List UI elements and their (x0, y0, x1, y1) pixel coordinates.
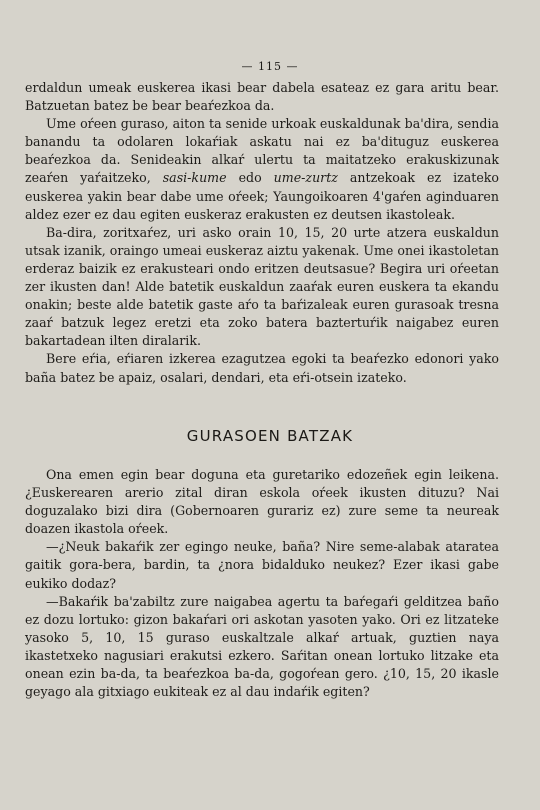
paragraph-3: Ba-dira, zoritxaŕez, uri asko orain 10, 15, 20 urte atzera euskaldun utsak izanik, oraingo umeai euskeraz aiztu yakenak. Ume onei ikastoletan erderaz baizik ez erakusteari ondo eritzen deutsasue? Begira uri oŕeetan zer ikusten dan! Alde batetik euskaldun zaaŕak euren euskera ta ekandu onakin; beste alde batetik gaste aŕo ta baŕizaleak euren gurasoak tresna zaaŕ batzuk legez eretzi eta zoko batera baztertuŕik naigabez euren bakartadean ilten diralarik. (25, 224, 499, 349)
paragraph-2-rest: antzekoak ez izateko euskerea yakin bear dabe ume oŕeek; Yaungoikoaren 4'gaŕen aginduaren aldez ezer ez dau egiten euskeraz erakusten ez deutsen ikastoleak. (25, 170, 499, 222)
paragraph-6: —¿Neuk bakaŕik zer egingo neuke, baña? Nire seme-alabak ataratea gaitik gora-bera, bardin, ta ¿nora bidalduko neukez? Ezer ikasi gabe eukiko dodaz? (25, 539, 499, 591)
paragraph-4: Bere eŕia, eŕiaren izkerea ezagutzea egoki ta beaŕezko edonori yako baña batez be apaiz, osalari, dendari, eta eŕi-otsein izateko. (25, 351, 499, 385)
section-1-body (25, 79, 499, 387)
paragraph-2-text: Ume oŕeen guraso, aiton ta senide urkoak euskaldunak ba'dira, sendia banandu ta odolaren lokaŕiak askatu nai ez ba'dituguz euskerea beaŕezkoa da. Senideakin alkaŕ ulertu ta maitatzeko erakuskizunak zeaŕen yaŕaitzeko, (25, 116, 499, 186)
paragraph-1: erdaldun umeak euskerea ikasi bear dabela esateaz ez gara aritu bear. Batzuetan batez be bear beaŕezkoa da. (25, 80, 499, 114)
paragraph-5: Ona emen egin bear doguna eta guretariko edozeñek egin leikena. ¿Euskerearen arerio zital diran eskola oŕeek ikusten dituzu? Nai doguzalako bizi dira (Gobernoaren gurariz ez) zure seme ta neureak doazen ikastola oŕeek. (25, 467, 499, 537)
section-2-body (25, 466, 499, 701)
page-number: — 115 — (241, 60, 299, 73)
paragraph-7: —Bakaŕik ba'zabiltz zure naigabea agertu ta baŕegaŕi gelditzea baño ez dozu lortuko: gizon bakaŕari ori askotan yasoten yako. Ori ez litzateke yasoko 5, 10, 15 guraso euskaltzale alkaŕ artuak, guztien naya ikastetxeko nagusiari erakutsi ezkero. Saŕitan onean lortuko litzake eta onean ezin ba-da, ta beaŕezkoa ba-da, gogoŕean gero. ¿10, 15, 20 ikasle geyago ala gitxiago eukiteak ez al dau indaŕik egiten? (25, 593, 499, 700)
paragraph-2 (25, 115, 499, 224)
italic-term-sasi-kume: sasi-kume (162, 170, 227, 186)
section-title: GURASOEN BATZAK (186, 427, 354, 445)
paragraph-2-connector: edo (226, 170, 274, 186)
italic-term-ume-zurtz: ume-zurtz (273, 170, 338, 186)
